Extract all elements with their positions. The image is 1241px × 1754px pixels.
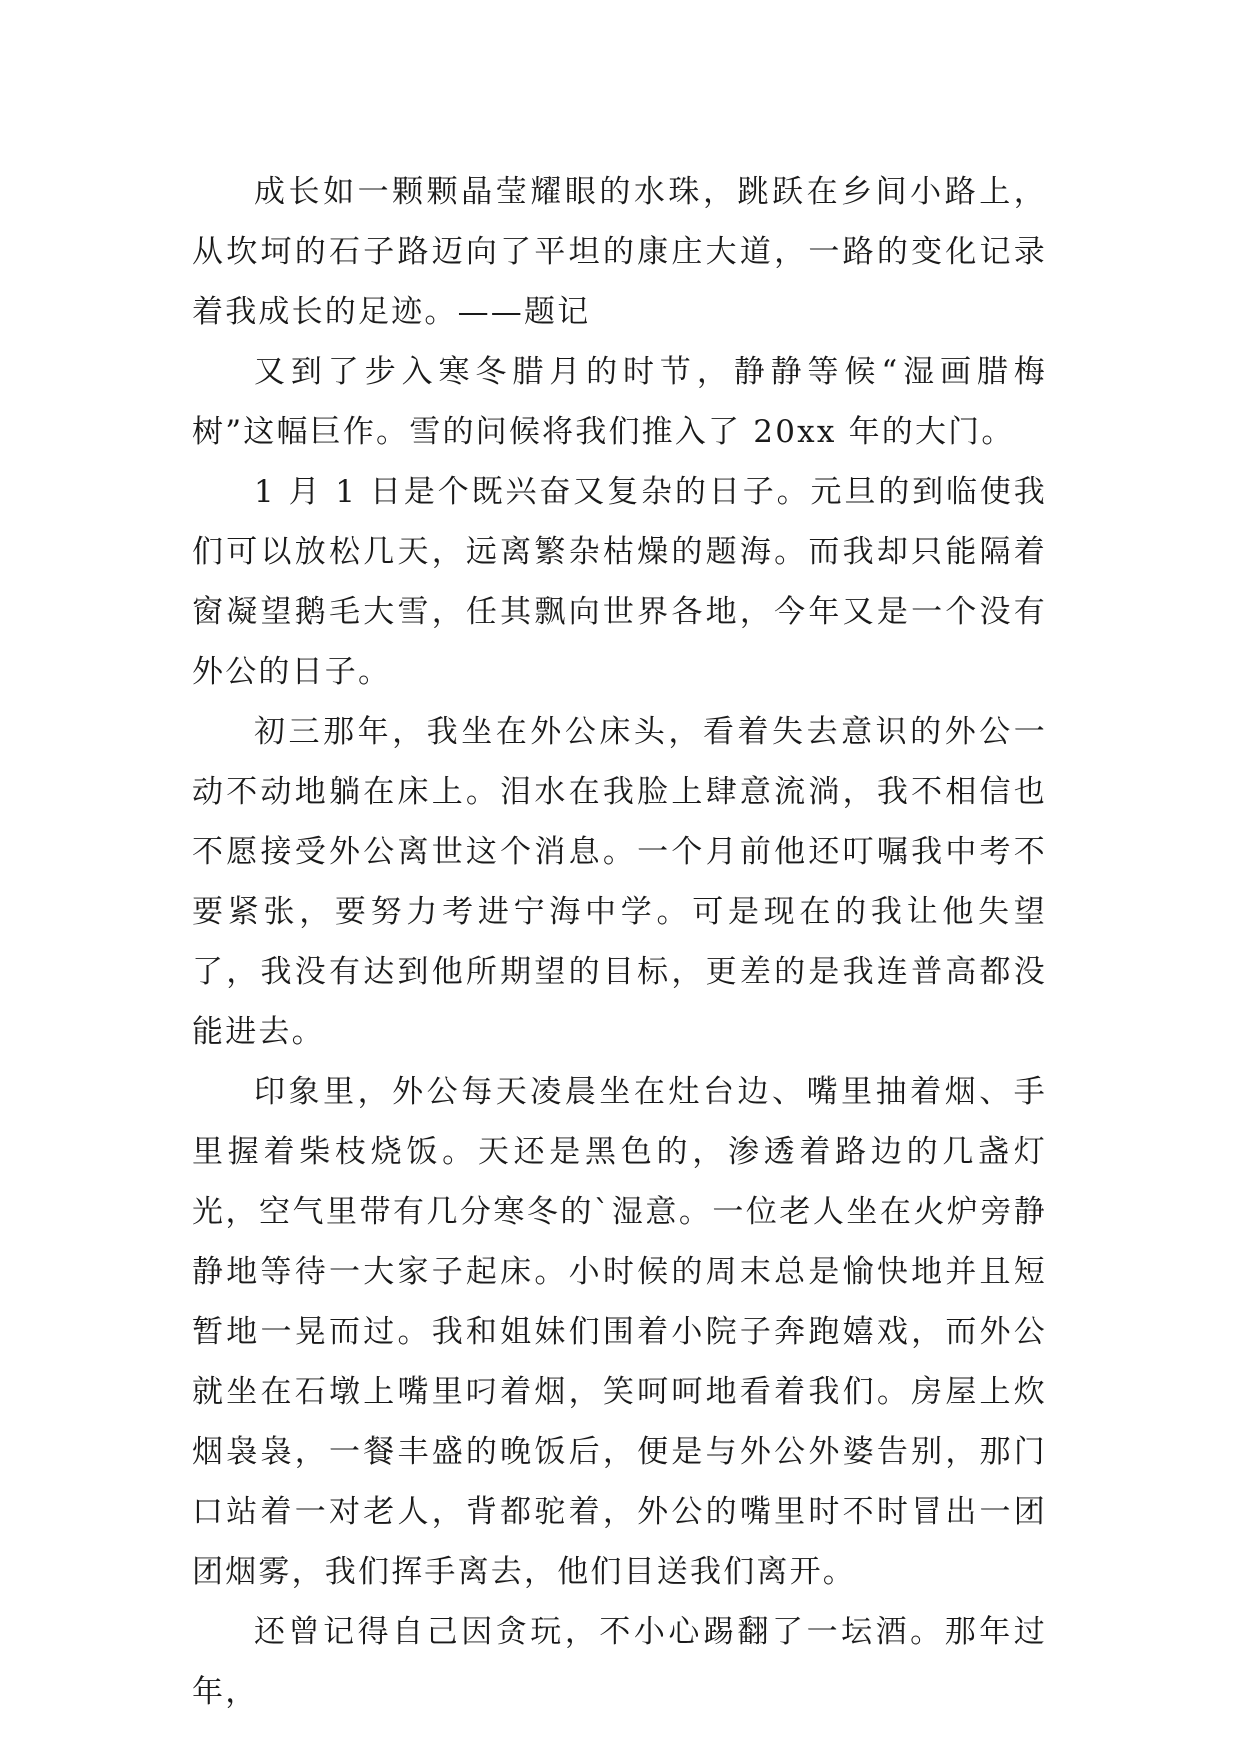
paragraph-winter: 又到了步入寒冬腊月的时节，静静等候“湿画腊梅树”这幅巨作。雪的问候将我们推入了 20xx 年的大门。 (192, 354, 1047, 450)
paragraph-memories: 印象里，外公每天凌晨坐在灶台边、嘴里抽着烟、手里握着柴枝烧饭。天还是黑色的，渗透着路边的几盏灯光，空气里带有几分寒冬的`湿意。一位老人坐在火炉旁静静地等待一大家子起床。小时候的周末总是愉快地并且短暂地一晃而过。我和姐妹们围着小院子奔跑嬉戏，而外公就坐在石墩上嘴里叼着烟，笑呵呵地看着我们。房屋上炊烟袅袅，一餐丰盛的晚饭后，便是与外公外婆告别，那门口站着一对老人，背都驼着，外公的嘴里时不时冒出一团团烟雾，我们挥手离去，他们目送我们离开。 (192, 1074, 1047, 1590)
paragraph-grandfather-bedside: 初三那年，我坐在外公床头，看着失去意识的外公一动不动地躺在床上。泪水在我脸上肆意流淌，我不相信也不愿接受外公离世这个消息。一个月前他还叮嘱我中考不要紧张，要努力考进宁海中学。可是现在的我让他失望了，我没有达到他所期望的目标，更差的是我连普高都没能进去。 (192, 714, 1047, 1050)
paragraph-wine-jar: 还曾记得自己因贪玩，不小心踢翻了一坛酒。那年过年， (192, 1614, 1047, 1710)
paragraph-new-year: 1 月 1 日是个既兴奋又复杂的日子。元旦的到临使我们可以放松几天，远离繁杂枯燥的题海。而我却只能隔着窗凝望鹅毛大雪，任其飘向世界各地，今年又是一个没有外公的日子。 (192, 474, 1047, 690)
paragraph-epigraph: 成长如一颗颗晶莹耀眼的水珠，跳跃在乡间小路上，从坎坷的石子路迈向了平坦的康庄大道，一路的变化记录着我成长的足迹。——题记 (192, 174, 1047, 330)
document-body (192, 162, 1047, 1722)
